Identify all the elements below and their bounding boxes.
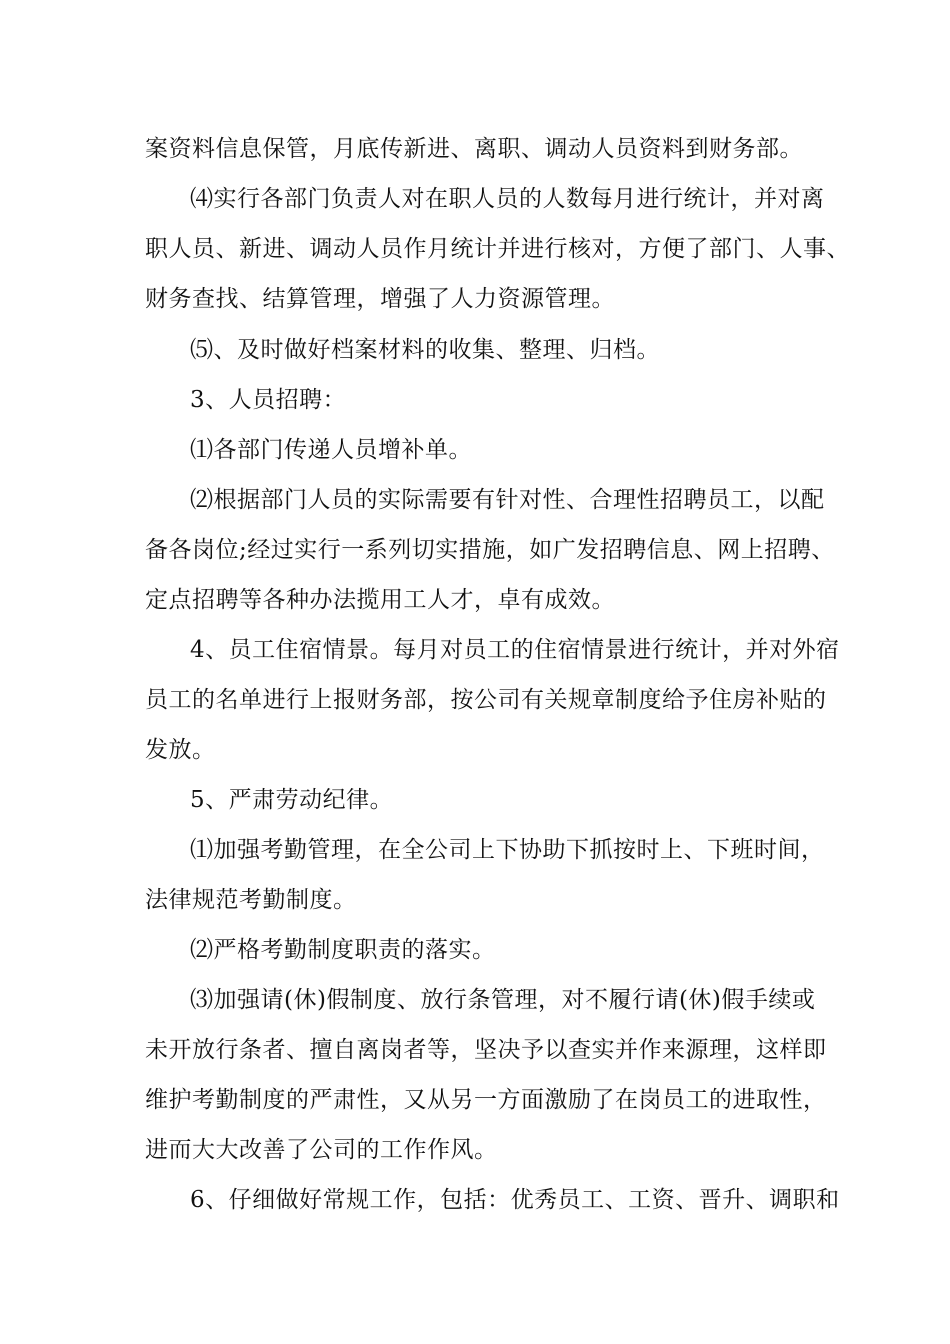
text-line: ⑶加强请(休)假制度、放行条管理，对不履行请(休)假手续或 (190, 987, 816, 1013)
text-line: 发放。 (145, 737, 216, 763)
text-line: ⑵严格考勤制度职责的落实。 (190, 937, 496, 963)
text-line: ⑵根据部门人员的实际需要有针对性、合理性招聘员工，以配 (190, 487, 825, 513)
section-heading: 5、严肃劳动纪律。 (190, 787, 394, 813)
text-line: 案资料信息保管，月底传新进、离职、调动人员资料到财务部。 (145, 136, 803, 162)
text-line: ⑴加强考勤管理，在全公司上下协助下抓按时上、下班时间， (190, 837, 825, 863)
text-line: 维护考勤制度的严肃性，又从另一方面激励了在岗员工的进取性， (145, 1087, 827, 1113)
text-line: 财务查找、结算管理，增强了人力资源管理。 (145, 286, 615, 312)
text-line: 定点招聘等各种办法揽用工人才，卓有成效。 (145, 587, 615, 613)
text-line: 法律规范考勤制度。 (145, 887, 357, 913)
text-line: 未开放行条者、擅自离岗者等，坚决予以查实并作来源理，这样即 (145, 1037, 827, 1063)
text-line: 职人员、新进、调动人员作月统计并进行核对，方便了部门、人事、 (145, 236, 850, 262)
text-line: ⑸、及时做好档案材料的收集、整理、归档。 (190, 337, 660, 363)
section-heading: 6、仔细做好常规工作，包括：优秀员工、工资、晋升、调职和 (190, 1187, 840, 1213)
text-line: ⑴各部门传递人员增补单。 (190, 437, 472, 463)
text-line: 员工的名单进行上报财务部，按公司有关规章制度给予住房补贴的 (145, 687, 827, 713)
section-heading: 4、员工住宿情景。每月对员工的住宿情景进行统计，并对外宿 (190, 637, 840, 663)
section-heading: 3、人员招聘： (190, 387, 347, 413)
text-line: 进而大大改善了公司的工作作风。 (145, 1137, 498, 1163)
text-line: ⑷实行各部门负责人对在职人员的人数每月进行统计，并对离 (190, 186, 825, 212)
text-line: 备各岗位;经过实行一系列切实措施，如广发招聘信息、网上招聘、 (145, 537, 835, 563)
